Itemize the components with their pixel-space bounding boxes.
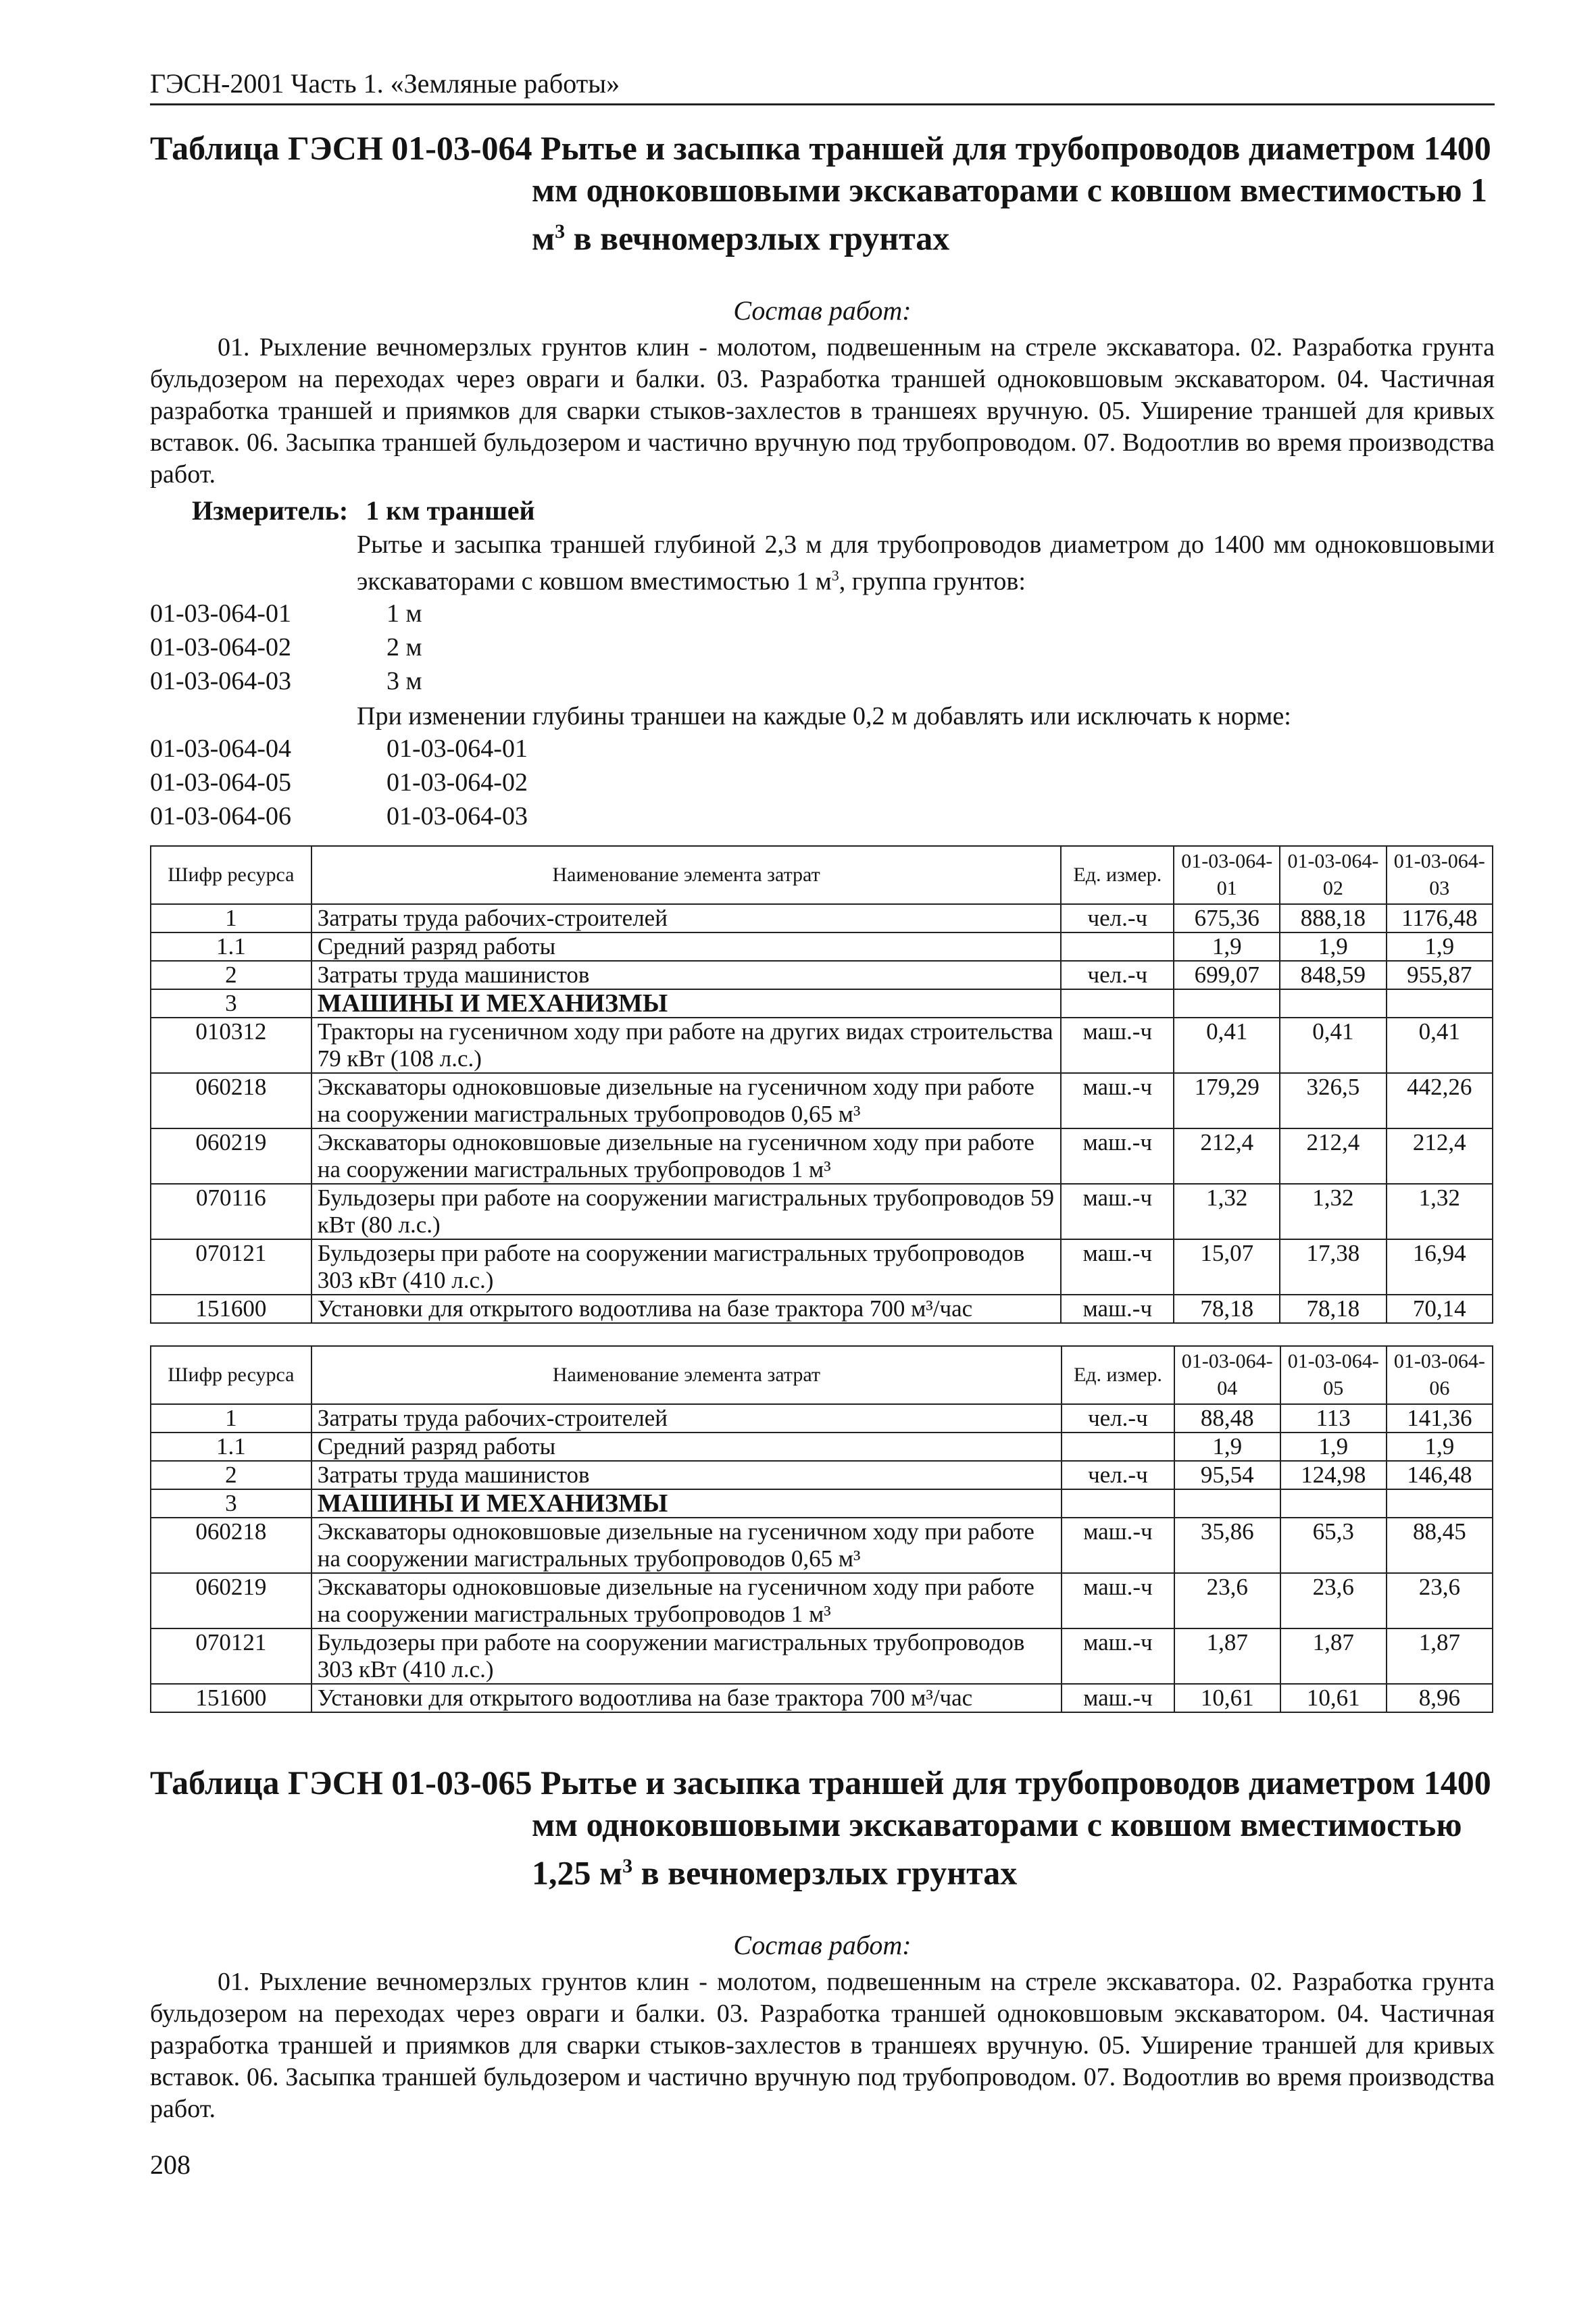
header-norm-3: 01-03-064-03 [1387,846,1493,904]
table-body [151,1404,1493,1712]
superscript: 3 [622,1855,633,1878]
table-row [151,1128,1493,1184]
header-norm-1: 01-03-064-01 [1174,846,1280,904]
table-row [151,1573,1493,1628]
norm-code: 01-03-064-03 [150,667,291,696]
cell-unit [1061,932,1174,961]
title-part: м [532,219,555,257]
cell-value-3: 1,87 [1387,1628,1493,1684]
measure-label: Измеритель: [192,495,349,526]
table-065-title [150,1762,1495,1894]
superscript: 3 [555,220,566,243]
cell-name: Средний разряд работы [311,1433,1062,1461]
cell-unit: маш.-ч [1062,1518,1174,1573]
cell-value-3: 70,14 [1387,1295,1493,1323]
norm-value: 3 м [386,667,422,696]
cell-name: Затраты труда рабочих-строителей [311,904,1062,932]
table-row [151,1518,1493,1573]
resource-table-2 [150,1345,1493,1713]
cell-value-2: 124,98 [1280,1461,1387,1489]
cell-value-1: 35,86 [1174,1518,1280,1573]
table-row [151,961,1493,989]
cell-value-2: 1,32 [1280,1184,1386,1239]
norm-value: 01-03-064-02 [386,768,528,797]
norm-code-row [150,664,1495,698]
cell-value-1: 23,6 [1174,1573,1280,1628]
cell-value-3: 23,6 [1387,1573,1493,1628]
norm-codes-2 [150,732,1495,833]
cell-unit [1061,989,1174,1018]
cell-value-1 [1174,989,1280,1018]
header-norm-2: 01-03-064-05 [1280,1346,1387,1404]
cell-unit: маш.-ч [1061,1018,1174,1073]
cell-code: 1.1 [151,1433,311,1461]
cell-value-3: 442,26 [1387,1073,1493,1128]
norm-code: 01-03-064-02 [150,633,291,662]
cell-value-1: 675,36 [1174,904,1280,932]
cell-code: 1 [151,1404,311,1433]
cell-value-3 [1387,1489,1493,1518]
measure [150,495,1495,526]
norm-code-row [150,597,1495,630]
cell-code: 070121 [151,1239,311,1295]
cell-unit: чел.-ч [1062,1461,1174,1489]
norm-value: 01-03-064-01 [386,735,528,764]
header-unit: Ед. измер. [1062,1346,1174,1404]
cell-value-2: 0,41 [1280,1018,1386,1073]
table-row [151,1628,1493,1684]
cell-value-3: 1,9 [1387,932,1493,961]
cell-value-2: 113 [1280,1404,1387,1433]
cell-value-2: 888,18 [1280,904,1386,932]
cell-value-1: 0,41 [1174,1018,1280,1073]
cell-unit: маш.-ч [1061,1239,1174,1295]
table-row [151,1184,1493,1239]
cell-value-2: 848,59 [1280,961,1386,989]
cell-value-1 [1174,1489,1280,1518]
norm-code-row [150,630,1495,664]
cell-code: 070116 [151,1184,311,1239]
table-065-title-line3 [150,1845,1495,1894]
cell-code: 010312 [151,1018,311,1073]
cell-name: Затраты труда рабочих-строителей [311,1404,1062,1433]
cell-unit: маш.-ч [1062,1573,1174,1628]
norm-code: 01-03-064-04 [150,735,291,764]
cell-value-1: 78,18 [1174,1295,1280,1323]
cell-value-2: 326,5 [1280,1073,1386,1128]
cell-unit: маш.-ч [1062,1628,1174,1684]
norm-value: 1 м [386,599,422,628]
cell-value-1: 1,9 [1174,932,1280,961]
cell-value-3: 0,41 [1387,1018,1493,1073]
cell-name: Тракторы на гусеничном ходу при работе на других видах строительства 79 кВт (108 л.с.) [311,1018,1062,1073]
cell-value-1: 1,32 [1174,1184,1280,1239]
cell-value-2: 1,87 [1280,1628,1387,1684]
table-065-title-line1: Таблица ГЭСН 01-03-065 Рытье и засыпка траншей для трубопроводов диаметром 1400 [150,1764,1491,1802]
cell-name: Затраты труда машинистов [311,961,1062,989]
cell-name: МАШИНЫ И МЕХАНИЗМЫ [311,1489,1062,1518]
cell-code: 151600 [151,1295,311,1323]
cell-name: Бульдозеры при работе на сооружении магистральных трубопроводов 303 кВт (410 л.с.) [311,1239,1062,1295]
cell-value-1: 1,87 [1174,1628,1280,1684]
cell-unit: чел.-ч [1062,1404,1174,1433]
header-norm-1: 01-03-064-04 [1174,1346,1280,1404]
cell-value-3: 955,87 [1387,961,1493,989]
header-norm-2: 01-03-064-02 [1280,846,1386,904]
cell-code: 2 [151,1461,311,1489]
norm-description [150,529,1495,597]
sostav-text: 01. Рыхление вечномерзлых грунтов клин - молотом, подвешенным на стреле экскаватора. 02. Разработка грунта бульдозером на переходах через овраги и балки. 03. Разработка траншей одноковшовым экскаватором. 04. Частичная разработка траншей и приямков для сварки стыков-захлестов в траншеях вручную. 05. Уширение траншей для кривых вставок. 06. Засыпка траншей бульдозером и частично вручную под трубопроводом. 07. Водоотлив во время производства работ. [150,332,1495,489]
cell-name: Установки для открытого водоотлива на базе трактора 700 м³/час [311,1684,1062,1712]
header-code: Шифр ресурса [151,1346,311,1404]
cell-value-1: 212,4 [1174,1128,1280,1184]
sostav-label: Состав работ: [733,295,912,326]
table-row [151,1684,1493,1712]
cell-name: Бульдозеры при работе на сооружении магистральных трубопроводов 303 кВт (410 л.с.) [311,1628,1062,1684]
cell-code: 1.1 [151,932,311,961]
sostav-text-065: 01. Рыхление вечномерзлых грунтов клин - молотом, подвешенным на стреле экскаватора. 02. Разработка грунта бульдозером на переходах через овраги и балки. 03. Разработка траншей одноковшовым экскаватором. 04. Частичная разработка траншей и приямков для сварки стыков-захлестов в траншеях вручную. 05. Уширение траншей для кривых вставок. 06. Засыпка траншей бульдозером и частично вручную под трубопроводом. 07. Водоотлив во время производства работ. [150,1967,1495,2123]
cell-name: Экскаваторы одноковшовые дизельные на гусеничном ходу при работе на сооружении магистральных трубопроводов 1 м³ [311,1128,1062,1184]
table-065-title-line2: мм одноковшовыми экскаваторами с ковшом вместимостью [532,1806,1462,1844]
table-header-row [151,1346,1493,1404]
cell-name: Установки для открытого водоотлива на базе трактора 700 м³/час [311,1295,1062,1323]
title-part: в вечномерзлых грунтах [632,1853,1018,1892]
resource-table-1 [150,845,1493,1324]
cell-name: Экскаваторы одноковшовые дизельные на гусеничном ходу при работе на сооружении магистральных трубопроводов 0,65 м³ [311,1518,1062,1573]
cell-code: 060219 [151,1573,311,1628]
cell-name: МАШИНЫ И МЕХАНИЗМЫ [311,989,1062,1018]
header-unit: Ед. измер. [1061,846,1174,904]
header-name: Наименование элемента затрат [311,1346,1062,1404]
table-row [151,1461,1493,1489]
cell-code: 060219 [151,1128,311,1184]
desc-part: Рытье и засыпка траншей глубиной 2,3 м для трубопроводов диаметром до 1400 мм одноковшовыми экскаваторами с ковшом вместимостью 1 м [357,530,1495,596]
table-row [151,1239,1493,1295]
table-body [151,904,1493,1323]
page-number: 208 [150,2149,191,2180]
section-row [151,1489,1493,1518]
title-part: 1,25 м [532,1853,623,1892]
cell-code: 070121 [151,1628,311,1684]
table-row [151,1295,1493,1323]
document-page [150,68,1495,2125]
cell-value-3: 141,36 [1387,1404,1493,1433]
norm-value: 2 м [386,633,422,662]
norm-description-2: При изменении глубины траншеи на каждые 0,2 м добавлять или исключать к норме: [357,702,1291,731]
cell-unit [1062,1433,1174,1461]
cell-value-3: 88,45 [1387,1518,1493,1573]
cell-unit: маш.-ч [1061,1073,1174,1128]
cell-code: 151600 [151,1684,311,1712]
cell-value-3: 8,96 [1387,1684,1493,1712]
cell-value-1: 88,48 [1174,1404,1280,1433]
header-name: Наименование элемента затрат [311,846,1062,904]
cell-unit [1062,1489,1174,1518]
table-row [151,932,1493,961]
cell-value-2: 17,38 [1280,1239,1386,1295]
cell-value-3: 212,4 [1387,1128,1493,1184]
cell-value-1: 95,54 [1174,1461,1280,1489]
cell-value-2 [1280,1489,1387,1518]
table-header-row [151,846,1493,904]
cell-name: Средний разряд работы [311,932,1062,961]
cell-code: 3 [151,989,311,1018]
cell-value-1: 10,61 [1174,1684,1280,1712]
table-row [151,904,1493,932]
cell-unit: маш.-ч [1062,1684,1174,1712]
cell-value-2: 78,18 [1280,1295,1386,1323]
cell-code: 3 [151,1489,311,1518]
sostav-label-065: Состав работ: [733,1929,912,1960]
cell-value-3: 16,94 [1387,1239,1493,1295]
table-row [151,1433,1493,1461]
cell-value-3: 1,9 [1387,1433,1493,1461]
cell-unit: чел.-ч [1061,961,1174,989]
cell-value-3: 1176,48 [1387,904,1493,932]
norm-code-row [150,799,1495,833]
table-064-title-line1: Таблица ГЭСН 01-03-064 Рытье и засыпка траншей для трубопроводов диаметром 1400 [150,129,1491,167]
cell-value-2: 1,9 [1280,1433,1387,1461]
cell-value-2: 10,61 [1280,1684,1387,1712]
cell-unit: маш.-ч [1061,1128,1174,1184]
cell-value-2: 65,3 [1280,1518,1387,1573]
title-part: в вечномерзлых грунтах [565,219,950,257]
table-row [151,1404,1493,1433]
cell-unit: маш.-ч [1061,1295,1174,1323]
cell-value-1: 179,29 [1174,1073,1280,1128]
table-064-title-line3 [150,211,1495,259]
desc-part: , группа грунтов: [839,567,1026,596]
table-064-title [150,127,1495,259]
cell-code: 1 [151,904,311,932]
cell-name: Экскаваторы одноковшовые дизельные на гусеничном ходу при работе на сооружении магистральных трубопроводов 1 м³ [311,1573,1062,1628]
cell-code: 060218 [151,1073,311,1128]
cell-name: Бульдозеры при работе на сооружении магистральных трубопроводов 59 кВт (80 л.с.) [311,1184,1062,1239]
cell-unit: маш.-ч [1061,1184,1174,1239]
cell-value-3: 146,48 [1387,1461,1493,1489]
cell-name: Затраты труда машинистов [311,1461,1062,1489]
cell-value-2: 23,6 [1280,1573,1387,1628]
cell-value-1: 15,07 [1174,1239,1280,1295]
cell-code: 060218 [151,1518,311,1573]
norm-codes-1 [150,597,1495,698]
measure-value: 1 км траншей [366,495,535,526]
norm-value: 01-03-064-03 [386,802,528,831]
cell-value-3: 1,32 [1387,1184,1493,1239]
cell-unit: чел.-ч [1061,904,1174,932]
norm-code-row [150,732,1495,766]
norm-code: 01-03-064-05 [150,768,291,797]
cell-value-1: 1,9 [1174,1433,1280,1461]
cell-value-1: 699,07 [1174,961,1280,989]
cell-value-2: 212,4 [1280,1128,1386,1184]
table-row [151,1073,1493,1128]
norm-code-row [150,766,1495,799]
header-norm-3: 01-03-064-06 [1387,1346,1493,1404]
cell-value-2: 1,9 [1280,932,1386,961]
cell-name: Экскаваторы одноковшовые дизельные на гусеничном ходу при работе на сооружении магистральных трубопроводов 0,65 м³ [311,1073,1062,1128]
table-064-title-line2: мм одноковшовыми экскаваторами с ковшом вместимостью 1 [532,171,1488,209]
cell-value-2 [1280,989,1386,1018]
section-row [151,989,1493,1018]
cell-code: 2 [151,961,311,989]
norm-code: 01-03-064-01 [150,599,291,628]
cell-value-3 [1387,989,1493,1018]
superscript: 3 [831,566,839,584]
norm-code: 01-03-064-06 [150,802,291,831]
running-head: ГЭСН-2001 Часть 1. «Земляные работы» [150,68,1495,105]
header-code: Шифр ресурса [151,846,311,904]
table-row [151,1018,1493,1073]
